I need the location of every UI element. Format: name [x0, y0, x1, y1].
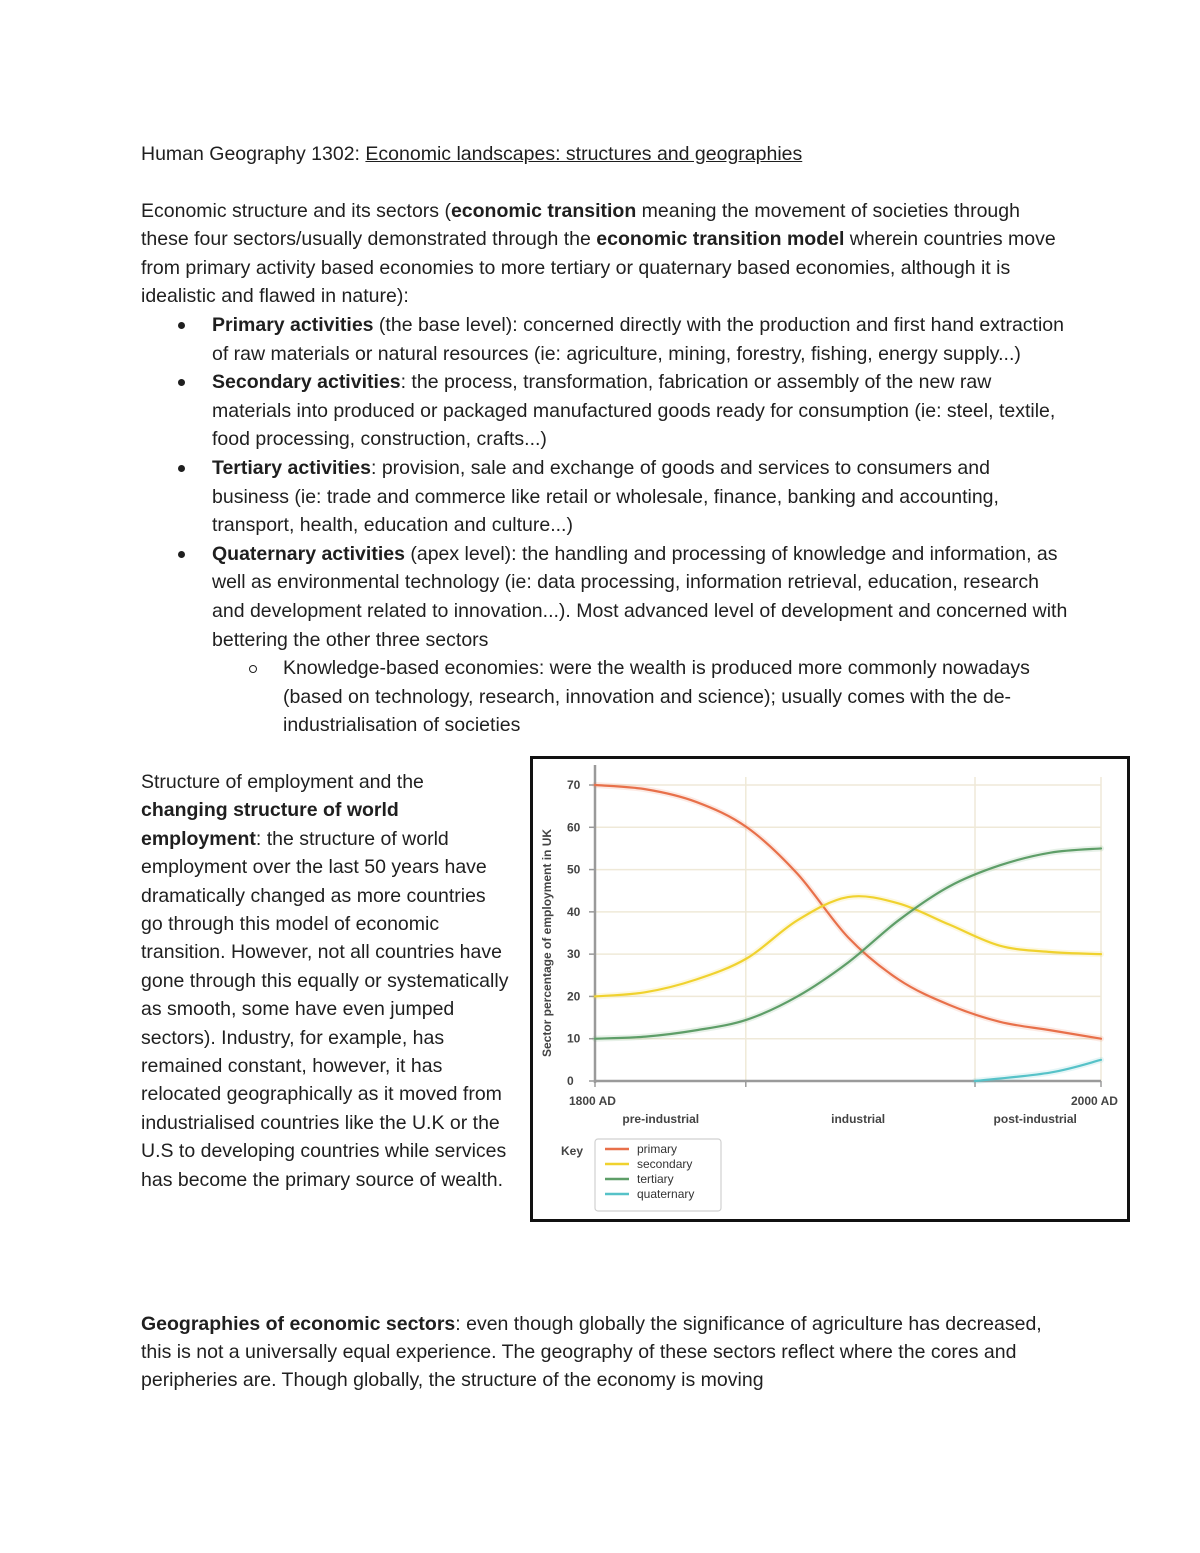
geographies-text: : even though globally the significance of agriculture has decreased, this is not a universally equal experience. The geography of these sectors reflect where the cores and peripheries are. Though globally, the structure of the economy is moving — [141, 1313, 1042, 1391]
series-glow — [595, 848, 1101, 1038]
sector-description: (apex level): the handling and processing of knowledge and information, as well as environmental technology (ie: data processing, information retrieval, education, research and development related to innovation...). Most advanced level of development and concerned with bettering the other three sectors — [212, 542, 1068, 651]
term-changing-structure: changing structure of world employment — [141, 799, 399, 850]
bullet-icon — [178, 551, 185, 558]
term-economic-transition-model: economic transition model — [596, 228, 845, 251]
phase-label: post-industrial — [993, 1111, 1077, 1126]
bullet-icon — [178, 322, 185, 329]
employment-chart — [530, 756, 1130, 1222]
sector-term: Primary activities — [212, 313, 374, 336]
list-item-tertiary — [141, 454, 1071, 540]
sector-description: (the base level): concerned directly with the production and first hand extraction of raw materials or natural resources (ie: agriculture, mining, forestry, fishing, energy supply...) — [212, 313, 1064, 365]
x-start-label: 1800 AD — [569, 1093, 616, 1108]
y-tick-label: 50 — [567, 862, 581, 877]
employment-text: Structure of employment and the — [141, 770, 424, 793]
sub-bullet-text: Knowledge-based economies: were the wealth is produced more commonly nowadays (based on technology, research, innovation and science); usually comes with the de-industrialisation of societies — [283, 657, 1030, 737]
sector-term: Quaternary activities — [212, 542, 405, 565]
y-tick-label: 10 — [567, 1031, 581, 1046]
course-label: Human Geography 1302: — [141, 143, 366, 165]
sector-description: : the process, transformation, fabrication or assembly of the new raw materials into produced or packaged manufactured goods ready for consumption (ie: steel, textile, food processing, construction, crafts...) — [212, 371, 1056, 451]
document-page — [141, 140, 1118, 1268]
legend-label-primary: primary — [637, 1141, 678, 1156]
sector-list — [141, 311, 1071, 740]
x-end-label: 2000 AD — [1071, 1093, 1118, 1108]
list-item-secondary — [141, 368, 1071, 454]
phase-label: industrial — [831, 1111, 886, 1126]
term-economic-transition: economic transition — [450, 199, 637, 222]
y-tick-label: 60 — [567, 820, 581, 835]
list-item-primary — [141, 311, 1071, 368]
series-line-tertiary — [595, 848, 1101, 1038]
y-tick-label: 40 — [567, 904, 581, 919]
legend-label-secondary: secondary — [637, 1156, 693, 1171]
employment-paragraph — [141, 768, 511, 1194]
intro-text: wherein countries move from primary activity based economies to more tertiary or quaternary based economies, although it is idealistic and flawed in nature): — [141, 228, 1056, 308]
y-tick-label: 30 — [567, 947, 581, 962]
list-item-quaternary — [141, 540, 1071, 740]
chart-canvas — [533, 759, 1133, 1225]
sub-list — [212, 654, 1071, 740]
employment-text: : the structure of world employment over the last 50 years have dramatically changed as more countries go through this model of economic transition. However, not all countries have gone through this equally or systematically as smooth, some have even jumped sectors). Industry, for example, has remained constant, however, it has relocated geographically as it moved from industrialised countries like the U.K or the U.S to developing countries while services has become the primary source of wealth. — [141, 827, 509, 1191]
intro-text: Economic structure and its sectors ( — [141, 199, 451, 222]
topic-heading: Economic landscapes: structures and geographies — [365, 143, 803, 165]
legend-label-tertiary: tertiary — [637, 1171, 674, 1186]
intro-text: meaning the movement of societies through these four sectors/usually demonstrated through the — [141, 199, 1020, 251]
bullet-icon — [178, 379, 185, 386]
legend-label-quaternary: quaternary — [637, 1186, 695, 1201]
y-tick-label: 0 — [567, 1073, 574, 1088]
y-tick-label: 70 — [567, 777, 581, 792]
phase-label: pre-industrial — [622, 1111, 700, 1126]
y-tick-label: 20 — [567, 989, 581, 1004]
geographies-paragraph — [141, 1310, 1071, 1394]
employment-section — [141, 768, 1118, 1268]
sector-description: : provision, sale and exchange of goods and services to consumers and business (ie: trade and commerce like retail or wholesale, finance, banking and accounting, transport, health, education and culture...) — [212, 456, 999, 537]
sector-term: Tertiary activities — [212, 456, 371, 479]
y-axis-label: Sector percentage of employment in UK — [540, 828, 554, 1057]
term-geographies: Geographies of economic sectors — [141, 1313, 456, 1335]
bullet-icon — [178, 465, 185, 472]
intro-paragraph — [141, 197, 1071, 311]
sector-term: Secondary activities — [212, 371, 401, 394]
list-item-knowledge-economies — [212, 654, 1071, 740]
series-glow — [975, 1060, 1101, 1081]
hollow-bullet-icon — [249, 665, 257, 673]
document-title — [141, 140, 1071, 169]
legend-title: Key — [561, 1143, 584, 1158]
